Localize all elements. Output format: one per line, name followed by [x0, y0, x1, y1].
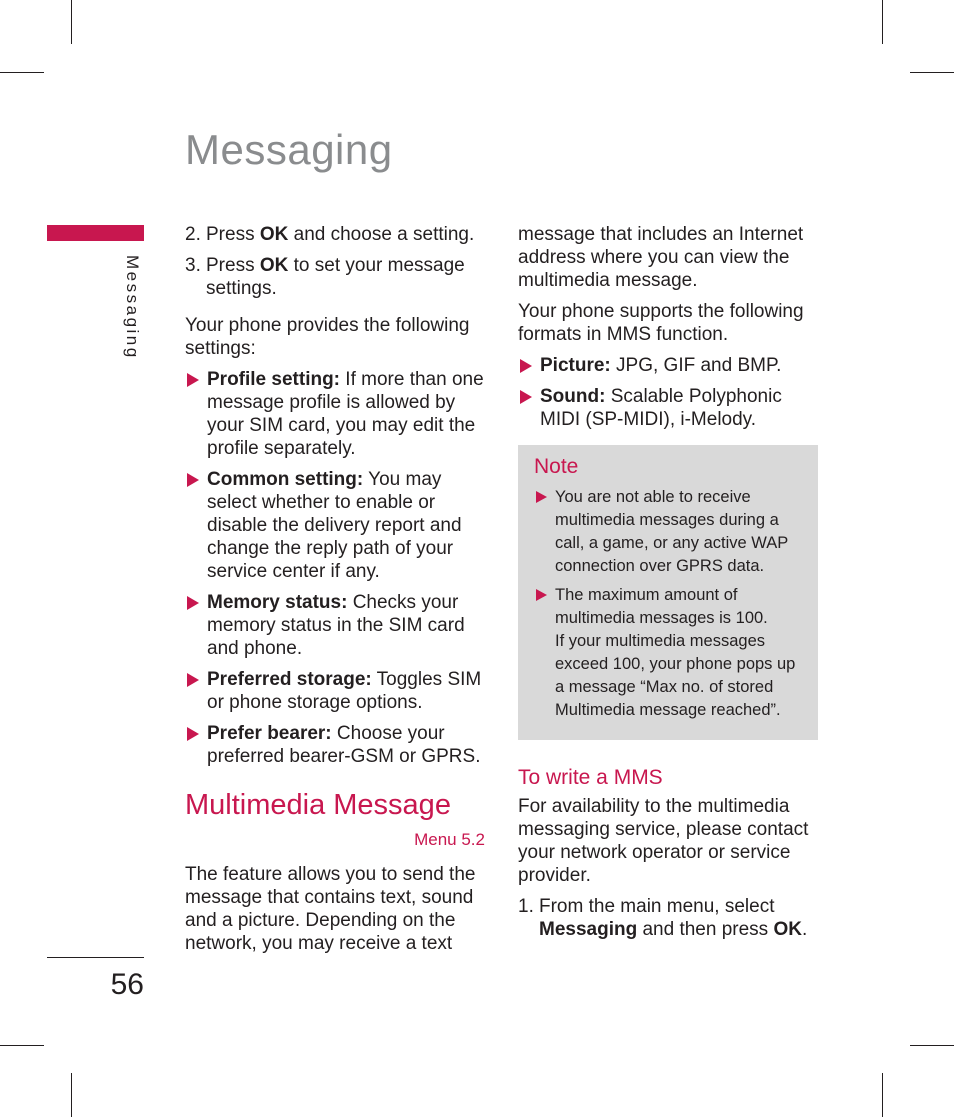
setting-item-storage: [185, 668, 485, 714]
crop-mark: [910, 72, 954, 73]
format-item-sound: [518, 385, 818, 431]
left-column: [185, 223, 485, 963]
step-number: 1.: [518, 896, 534, 917]
step-2: 2. Press OK and choose a setting.: [185, 224, 475, 245]
setting-desc: If more than one message profile is allowed by your SIM card, you may edit the profile separately.: [207, 369, 484, 459]
triangle-bullet-icon: [187, 373, 199, 387]
crop-mark: [71, 0, 72, 44]
note-item: The maximum amount of multimedia messages is 100. If your multimedia messages exceed 100, your phone pops up a message “Max no. of stored Multimedia message reached”.: [534, 584, 800, 722]
note-box: [518, 445, 818, 740]
setting-term: Preferred storage:: [207, 669, 372, 690]
formats-intro: Your phone supports the following formats in MMS function.: [518, 301, 804, 345]
triangle-bullet-icon: [536, 589, 547, 601]
ok-key: OK: [773, 919, 802, 940]
right-column: [518, 223, 818, 949]
crop-mark: [910, 1045, 954, 1046]
triangle-bullet-icon: [187, 673, 199, 687]
setting-term: Prefer bearer:: [207, 723, 332, 744]
write-mms-description: For availability to the multimedia messaging service, please contact your network operator or service provider.: [518, 796, 809, 886]
section-heading-write-mms: To write a MMS: [518, 766, 663, 789]
note-item: You are not able to receive multimedia messages during a call, a game, or any active WAP connection over GPRS data.: [534, 486, 800, 578]
crop-mark: [0, 72, 44, 73]
page-title: Messaging: [185, 126, 393, 173]
step-3: 3. Press OK to set your message settings.: [185, 255, 465, 299]
setting-desc: Toggles SIM or phone storage options.: [207, 669, 482, 713]
crop-mark: [882, 1073, 883, 1117]
continuation-text: message that includes an Internet address where you can view the multimedia message.: [518, 224, 804, 291]
setting-term: Memory status:: [207, 592, 348, 613]
format-desc: Scalable Polyphonic MIDI (SP-MIDI), i-Melody.: [540, 386, 782, 430]
triangle-bullet-icon: [187, 727, 199, 741]
setting-item-memory: [185, 591, 485, 660]
ok-key: OK: [259, 255, 289, 276]
step-1: 1. From the main menu, select Messaging and then press OK.: [518, 896, 808, 940]
setting-desc: You may select whether to enable or disable the delivery report and change the reply path of your service center if any.: [207, 469, 462, 582]
multimedia-description: The feature allows you to send the message that contains text, sound and a picture. Depending on the network, you may receive a text: [185, 864, 476, 954]
format-term: Sound:: [540, 386, 606, 407]
step-number: 2.: [185, 224, 201, 245]
setting-desc: Checks your memory status in the SIM card and phone.: [207, 592, 465, 659]
messaging-menu-term: Messaging: [539, 919, 638, 940]
note-title: Note: [534, 455, 579, 478]
setting-term: Profile setting:: [207, 369, 341, 390]
step-number: 3.: [185, 255, 201, 276]
section-tab-bar: [47, 225, 144, 241]
menu-reference: Menu 5.2: [414, 830, 485, 849]
setting-item-profile: [185, 368, 485, 460]
page-number: 56: [110, 968, 144, 1001]
section-heading-multimedia: Multimedia Message: [185, 789, 451, 821]
triangle-bullet-icon: [187, 596, 199, 610]
setting-desc: Choose your preferred bearer-GSM or GPRS.: [207, 723, 481, 767]
triangle-bullet-icon: [536, 491, 547, 503]
format-term: Picture:: [540, 355, 611, 376]
setting-item-common: [185, 468, 485, 583]
setting-item-bearer: [185, 722, 485, 768]
ok-key: OK: [259, 224, 289, 245]
crop-mark: [0, 1045, 44, 1046]
format-desc: JPG, GIF and BMP.: [610, 355, 782, 376]
settings-intro: Your phone provides the following settings:: [185, 315, 470, 359]
triangle-bullet-icon: [187, 473, 199, 487]
crop-mark: [882, 0, 883, 44]
footer-rule: [47, 957, 144, 958]
triangle-bullet-icon: [520, 390, 532, 404]
format-item-picture: [518, 354, 818, 377]
section-tab-label: Messaging: [123, 255, 142, 360]
crop-mark: [71, 1073, 72, 1117]
triangle-bullet-icon: [520, 359, 532, 373]
setting-term: Common setting:: [207, 469, 364, 490]
